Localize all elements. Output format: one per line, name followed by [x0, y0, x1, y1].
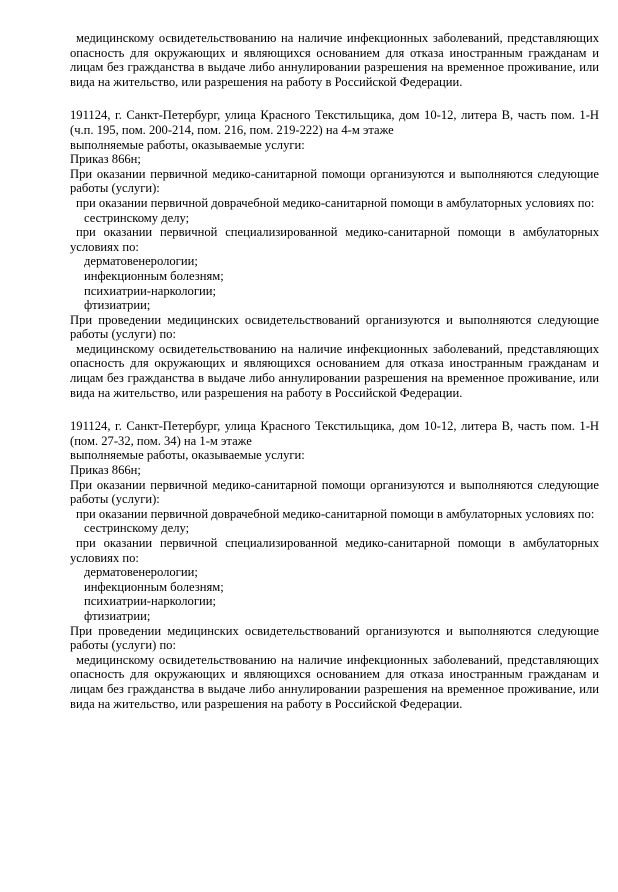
- address-block-2: [70, 419, 599, 711]
- specialty-item: фтизиатрии;: [84, 298, 151, 313]
- address-block-1: [70, 108, 599, 400]
- specialty-item: психиатрии-наркологии;: [84, 283, 216, 298]
- nursing: сестринскому делу;: [84, 210, 190, 225]
- works-label: выполняемые работы, оказываемые услуги:: [70, 448, 305, 463]
- specialty-item: инфекционным болезням;: [84, 579, 224, 594]
- specialized: при оказании первичной специализированной медико-санитарной помощи в амбулаторных условиях по:: [70, 536, 599, 565]
- address: 191124, г. Санкт-Петербург, улица Красного Текстильщика, дом 10-12, литера В, часть пом. 1-Н (ч.п. 195, пом. 200-214, пом. 216, пом. 219-222) на 4-м этаже: [70, 108, 599, 137]
- nursing: сестринскому делу;: [84, 521, 190, 536]
- pre-medical: при оказании первичной доврачебной медико-санитарной помощи в амбулаторных условиях по:: [76, 506, 595, 521]
- examination-text: медицинскому освидетельствованию на наличие инфекционных заболеваний, представляющих опасность для окружающих и являющихся основанием для отказа иностранным гражданам и лицам без гражданства в выдаче либо аннулировании разрешения на временное проживание, или вида на жительство, или разрешения на работу в Российской Федерации.: [70, 341, 599, 400]
- exams-intro: При проведении медицинских освидетельствований организуются и выполняются следующие работы (услуги) по:: [70, 312, 599, 342]
- document-page: [70, 31, 599, 730]
- specialty-item: инфекционным болезням;: [84, 268, 224, 283]
- order: Приказ 866н;: [70, 152, 141, 167]
- examination-text: медицинскому освидетельствованию на наличие инфекционных заболеваний, представляющих опасность для окружающих и являющихся основанием для отказа иностранным гражданам и лицам без гражданства в выдаче либо аннулировании разрешения на временное проживание, или вида на жительство, или разрешения на работу в Российской Федерации.: [70, 652, 599, 711]
- pre-medical: при оказании первичной доврачебной медико-санитарной помощи в амбулаторных условиях по:: [76, 195, 595, 210]
- works-label: выполняемые работы, оказываемые услуги:: [70, 137, 305, 152]
- specialty-item: дерматовенерологии;: [84, 565, 198, 580]
- exams-intro: При проведении медицинских освидетельствований организуются и выполняются следующие работы (услуги) по:: [70, 623, 599, 653]
- specialized: при оказании первичной специализированной медико-санитарной помощи в амбулаторных условиях по:: [70, 225, 599, 254]
- order: Приказ 866н;: [70, 463, 141, 478]
- primary-care-intro: При оказании первичной медико-санитарной помощи организуются и выполняются следующие работы (услуги):: [70, 166, 599, 196]
- address: 191124, г. Санкт-Петербург, улица Красного Текстильщика, дом 10-12, литера В, часть пом. 1-Н (пом. 27-32, пом. 34) на 1-м этаже: [70, 419, 599, 448]
- examination-text: медицинскому освидетельствованию на наличие инфекционных заболеваний, представляющих опасность для окружающих и являющихся основанием для отказа иностранным гражданам и лицам без гражданства в выдаче либо аннулировании разрешения на временное проживание, или вида на жительство, или разрешения на работу в Российской Федерации.: [70, 31, 599, 89]
- specialty-item: дерматовенерологии;: [84, 254, 198, 269]
- primary-care-intro: При оказании первичной медико-санитарной помощи организуются и выполняются следующие работы (услуги):: [70, 477, 599, 507]
- specialty-item: фтизиатрии;: [84, 608, 151, 623]
- top-block: [70, 31, 599, 89]
- specialty-item: психиатрии-наркологии;: [84, 594, 216, 609]
